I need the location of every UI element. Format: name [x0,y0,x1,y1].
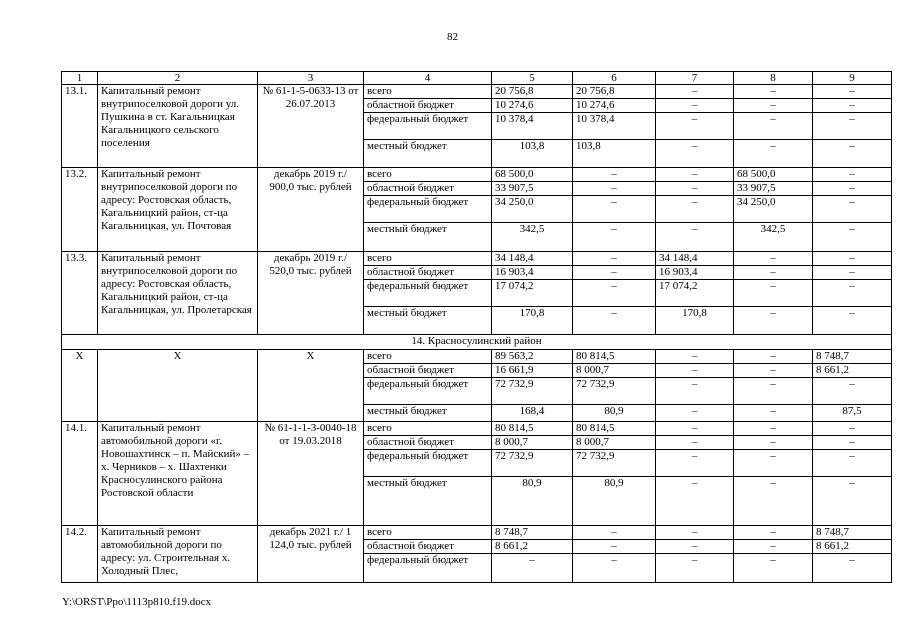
value-col6: – [573,252,656,266]
item-description: Капитальный ремонт автомобильной дороги по адресу: ул. Строительная х. Холодный Плес, [98,526,258,583]
item-number: X [62,350,98,422]
funding-type: областной бюджет [364,99,492,113]
value-col8: – [734,405,813,422]
item-number: 13.2. [62,168,98,252]
value-col7: – [656,378,734,405]
value-col6: – [573,168,656,182]
value-col8: – [734,307,813,335]
value-col7: – [656,405,734,422]
value-col6: 72 732,9 [573,450,656,477]
value-col9: – [813,223,892,252]
value-col5: 8 000,7 [492,436,573,450]
value-col6: – [573,280,656,307]
value-col8: – [734,252,813,266]
funding-type: областной бюджет [364,540,492,554]
value-col6: 80 814,5 [573,422,656,436]
value-col5: 8 661,2 [492,540,573,554]
value-col5: 20 756,8 [492,85,573,99]
budget-table [61,71,892,583]
value-col9: – [813,378,892,405]
value-col7: – [656,526,734,540]
value-col5: 168,4 [492,405,573,422]
value-col8: – [734,350,813,364]
value-col7: – [656,554,734,583]
column-header: 1 [62,72,98,85]
item-description: Капитальный ремонт внутрипоселковой дороги по адресу: Ростовская область, Кагальницкий район, ст-ца Кагальницкая, ул. Почтовая [98,168,258,252]
item-document: декабрь 2019 г./ 520,0 тыс. рублей [258,252,364,335]
value-col5: 34 148,4 [492,252,573,266]
funding-type: местный бюджет [364,140,492,168]
value-col5: 10 274,6 [492,99,573,113]
funding-type: местный бюджет [364,405,492,422]
table-row [62,422,892,436]
value-col7: – [656,168,734,182]
value-col5: 16 903,4 [492,266,573,280]
funding-type: всего [364,85,492,99]
value-col7: – [656,540,734,554]
item-document: № 61-1-5-0633-13 от 26.07.2013 [258,85,364,168]
value-col5: 8 748,7 [492,526,573,540]
value-col8: 68 500,0 [734,168,813,182]
column-number-row [62,72,892,85]
value-col9: – [813,554,892,583]
value-col8: – [734,85,813,99]
value-col8: 342,5 [734,223,813,252]
column-header: 2 [98,72,258,85]
value-col9: – [813,252,892,266]
value-col5: 33 907,5 [492,182,573,196]
value-col6: 103,8 [573,140,656,168]
funding-type: местный бюджет [364,223,492,252]
value-col8: – [734,477,813,526]
value-col6: 72 732,9 [573,378,656,405]
item-description: Капитальный ремонт автомобильной дороги «г. Новошахтинск – п. Майский» – х. Черников – х. Шахтенки Красносулинского района Ростовской области [98,422,258,526]
funding-type: всего [364,252,492,266]
value-col9: – [813,113,892,140]
value-col8: – [734,378,813,405]
value-col8: 34 250,0 [734,196,813,223]
value-col7: – [656,436,734,450]
table-row [62,526,892,540]
value-col5: 72 732,9 [492,378,573,405]
page-number: 82 [447,31,458,43]
funding-type: федеральный бюджет [364,280,492,307]
value-col6: – [573,526,656,540]
value-col9: – [813,196,892,223]
column-header: 4 [364,72,492,85]
funding-type: областной бюджет [364,436,492,450]
funding-type: федеральный бюджет [364,196,492,223]
table-row [62,350,892,364]
table-row [62,85,892,99]
value-col7: 17 074,2 [656,280,734,307]
funding-type: федеральный бюджет [364,378,492,405]
table-row [62,168,892,182]
value-col6: – [573,196,656,223]
value-col9: – [813,266,892,280]
value-col5: 68 500,0 [492,168,573,182]
item-number: 14.2. [62,526,98,583]
value-col6: 80 814,5 [573,350,656,364]
funding-type: всего [364,350,492,364]
column-header: 9 [813,72,892,85]
value-col5: 89 563,2 [492,350,573,364]
funding-type: областной бюджет [364,182,492,196]
funding-type: местный бюджет [364,477,492,526]
funding-type: федеральный бюджет [364,450,492,477]
value-col8: – [734,554,813,583]
value-col7: – [656,99,734,113]
funding-type: федеральный бюджет [364,113,492,140]
column-header: 8 [734,72,813,85]
value-col5: 170,8 [492,307,573,335]
funding-type: областной бюджет [364,266,492,280]
value-col9: – [813,168,892,182]
value-col8: – [734,364,813,378]
column-header: 7 [656,72,734,85]
value-col6: – [573,554,656,583]
funding-type: всего [364,526,492,540]
value-col6: – [573,223,656,252]
item-number: 13.3. [62,252,98,335]
table-row [62,252,892,266]
item-document: декабрь 2019 г./ 900,0 тыс. рублей [258,168,364,252]
value-col8: – [734,113,813,140]
value-col9: 8 748,7 [813,350,892,364]
value-col6: 20 756,8 [573,85,656,99]
item-description: Капитальный ремонт внутрипоселковой дороги ул. Пушкина в ст. Кагальницкая Кагальницкого сельского поселения [98,85,258,168]
item-document: № 61-1-1-3-0040-18 от 19.03.2018 [258,422,364,526]
item-document: X [258,350,364,422]
value-col6: – [573,266,656,280]
value-col9: – [813,450,892,477]
value-col9: – [813,307,892,335]
value-col7: 170,8 [656,307,734,335]
value-col6: – [573,540,656,554]
value-col9: – [813,280,892,307]
funding-type: всего [364,168,492,182]
value-col5: 103,8 [492,140,573,168]
value-col7: 16 903,4 [656,266,734,280]
item-description: Капитальный ремонт внутрипоселковой дороги по адресу: Ростовская область, Кагальницкий район, ст-ца Кагальницкая, ул. Пролетарская [98,252,258,335]
value-col9: – [813,99,892,113]
column-header: 5 [492,72,573,85]
value-col8: – [734,422,813,436]
value-col5: 72 732,9 [492,450,573,477]
item-number: 13.1. [62,85,98,168]
value-col9: – [813,436,892,450]
funding-type: местный бюджет [364,307,492,335]
value-col7: – [656,364,734,378]
value-col6: 80,9 [573,405,656,422]
value-col6: 10 274,6 [573,99,656,113]
value-col9: 87,5 [813,405,892,422]
value-col8: – [734,540,813,554]
value-col5: 10 378,4 [492,113,573,140]
value-col8: 33 907,5 [734,182,813,196]
value-col9: 8 661,2 [813,364,892,378]
section-title: 14. Красносулинский район [62,335,892,350]
value-col7: – [656,350,734,364]
value-col9: 8 661,2 [813,540,892,554]
value-col7: – [656,196,734,223]
funding-type: всего [364,422,492,436]
value-col7: – [656,450,734,477]
value-col6: 8 000,7 [573,436,656,450]
column-header: 3 [258,72,364,85]
value-col9: – [813,422,892,436]
value-col7: – [656,140,734,168]
value-col9: – [813,140,892,168]
value-col5: 34 250,0 [492,196,573,223]
value-col9: – [813,182,892,196]
value-col6: – [573,182,656,196]
item-description: X [98,350,258,422]
value-col5: 16 661,9 [492,364,573,378]
value-col9: – [813,85,892,99]
value-col6: 8 000,7 [573,364,656,378]
section-row [62,335,892,350]
item-document: декабрь 2021 г./ 1 124,0 тыс. рублей [258,526,364,583]
value-col8: – [734,436,813,450]
value-col8: – [734,526,813,540]
value-col9: 8 748,7 [813,526,892,540]
value-col7: – [656,85,734,99]
value-col8: – [734,99,813,113]
value-col8: – [734,450,813,477]
value-col8: – [734,140,813,168]
value-col5: – [492,554,573,583]
value-col6: 10 378,4 [573,113,656,140]
value-col7: – [656,113,734,140]
value-col7: – [656,422,734,436]
value-col7: 34 148,4 [656,252,734,266]
value-col6: – [573,307,656,335]
value-col5: 80,9 [492,477,573,526]
item-number: 14.1. [62,422,98,526]
value-col8: – [734,266,813,280]
funding-type: федеральный бюджет [364,554,492,583]
value-col6: 80,9 [573,477,656,526]
value-col5: 17 074,2 [492,280,573,307]
funding-type: областной бюджет [364,364,492,378]
value-col7: – [656,477,734,526]
column-header: 6 [573,72,656,85]
value-col7: – [656,223,734,252]
value-col5: 80 814,5 [492,422,573,436]
value-col9: – [813,477,892,526]
value-col5: 342,5 [492,223,573,252]
value-col7: – [656,182,734,196]
footer-file-path: Y:\ORST\Ppo\1113p810.f19.docx [62,596,212,608]
value-col8: – [734,280,813,307]
